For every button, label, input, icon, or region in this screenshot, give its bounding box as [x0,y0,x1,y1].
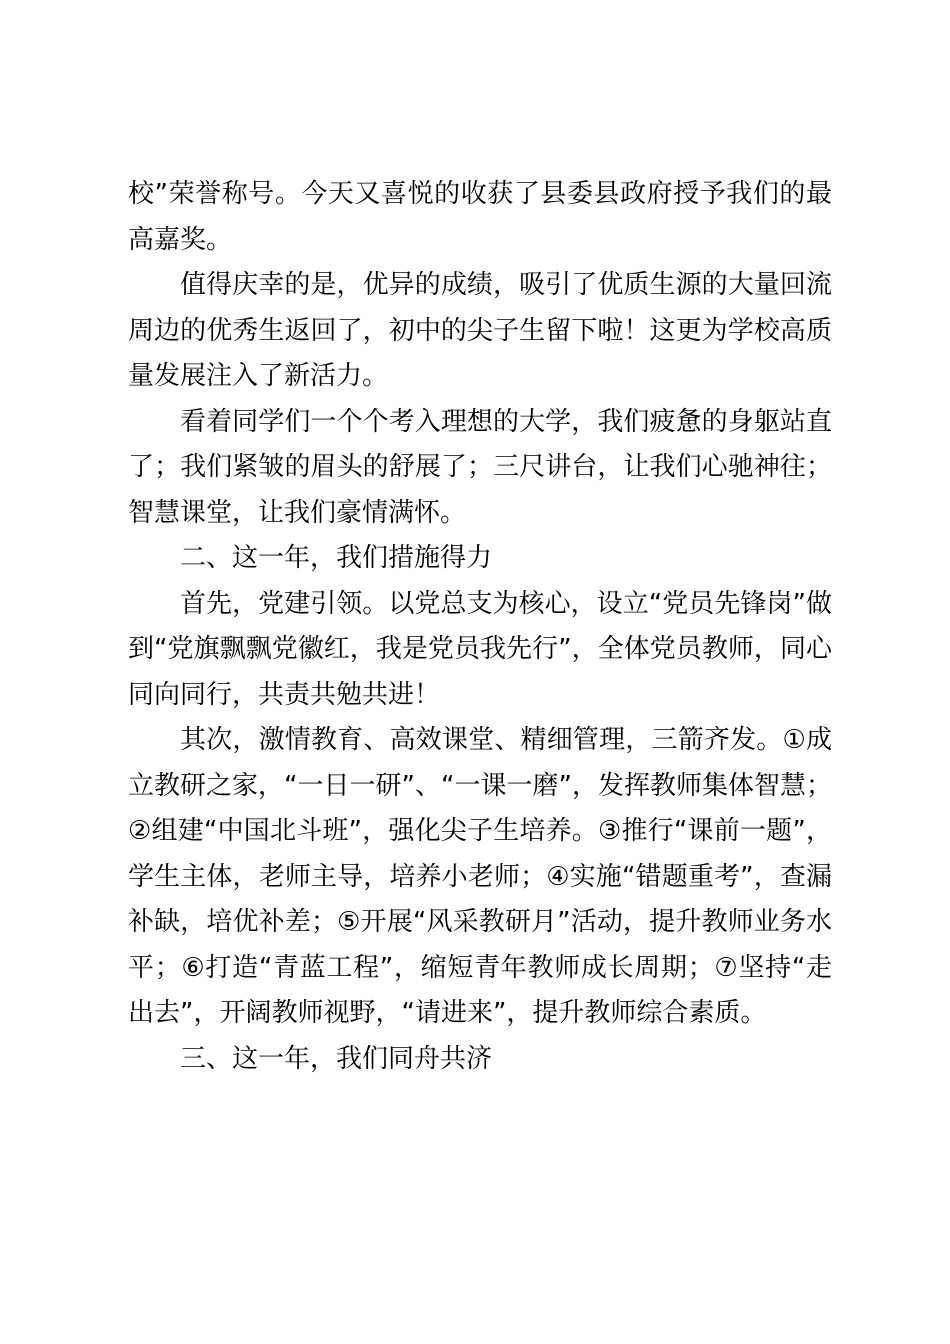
paragraph-achievement: 值得庆幸的是，优异的成绩，吸引了优质生源的大量回流周边的优秀生返回了，初中的尖子生留下啦！这更为学校高质量发展注入了新活力。 [128,270,832,391]
paragraph-reflection: 看着同学们一个个考入理想的大学，我们疲惫的身躯站直了；我们紧皱的眉头的舒展了；三尺讲台，让我们心驰神往；智慧课堂，让我们豪情满怀。 [128,406,832,528]
section-heading-measures: 二、这一年，我们措施得力 [180,543,493,573]
document-body [128,172,832,1082]
paragraph-teaching-measures: 其次，激情教育、高效课堂、精细管理，三箭齐发。①成立教研之家，“一日一研”、“一课一磨”，发挥教师集体智慧；②组建“中国北斗班”，强化尖子生培养。③推行“课前一题”，学生主体，老师主导，培养小老师；④实施“错题重考”，查漏补缺，培优补差；⑤开展“风采教研月”活动，提升教师业务水平；⑥打造“青蓝工程”，缩短青年教师成长周期；⑦坚持“走出去”，开阔教师视野，“请进来”，提升教师综合素质。 [128,725,832,1028]
paragraph-party-building: 首先，党建引领。以党总支为核心，设立“党员先锋岗”做到“党旗飘飘党徽红，我是党员我先行”，全体党员教师，同心同向同行，共责共勉共进！ [128,588,832,710]
paragraph-continuation: 校”荣誉称号。今天又喜悦的收获了县委县政府授予我们的最高嘉奖。 [128,179,832,255]
section-heading-together: 三、这一年，我们同舟共济 [180,1043,493,1074]
